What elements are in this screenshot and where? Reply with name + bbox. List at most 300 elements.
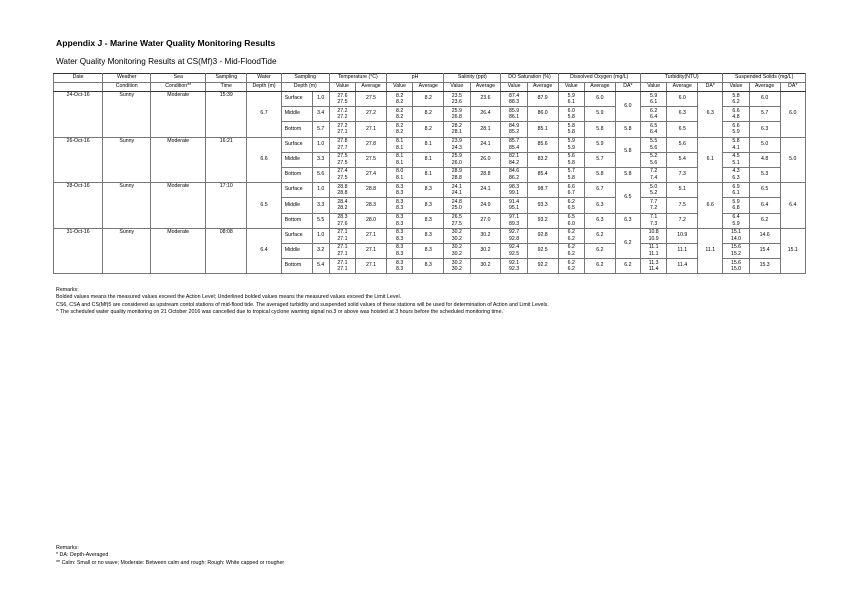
do-saturation-values-reading: 84.6: [508, 168, 520, 175]
turbidity-values: [640, 122, 666, 137]
salinity-average: 26.4: [470, 107, 501, 122]
table-subtitle: Water Quality Monitoring Results at CS(Mf)3 - Mid-FloodTide: [56, 57, 277, 66]
suspended-solids-values-reading: 4.1: [732, 144, 740, 151]
dissolved-oxygen-values-reading: 5.9: [567, 144, 575, 151]
ph-average: 8.3: [413, 213, 444, 228]
suspended-solids-values-reading: 6.2: [732, 99, 740, 106]
suspended-solids-values-reading: 15.6: [730, 259, 742, 266]
salinity-values-reading: 23.5: [451, 92, 462, 99]
temperature-average: 27.4: [356, 167, 387, 182]
depth-level-cell: Bottom: [281, 167, 312, 182]
dissolved-oxygen-average: 6.3: [584, 198, 615, 213]
do-saturation-values: [501, 183, 527, 198]
temperature-values-reading: 27.1: [337, 266, 348, 273]
header-temperature: Temperature (°C): [329, 74, 386, 83]
sampling-depth-cell: 1.0: [312, 137, 329, 152]
ph-average: 8.3: [413, 198, 444, 213]
suspended-solids-da: 6.0: [780, 92, 805, 138]
do-saturation-values: [501, 107, 527, 122]
salinity-average: 24.1: [470, 183, 501, 198]
turbidity-average: 10.9: [667, 228, 698, 243]
do-saturation-values-reading: 88.3: [508, 99, 520, 106]
salinity-values-reading: 24.3: [451, 144, 462, 151]
do-saturation-average: 92.2: [527, 259, 558, 274]
turbidity-da: 11.1: [698, 228, 723, 274]
dissolved-oxygen-average: 6.7: [584, 183, 615, 198]
temperature-average: 27.1: [356, 259, 387, 274]
dissolved-oxygen-average: 6.0: [584, 92, 615, 107]
do-saturation-average: 98.7: [527, 183, 558, 198]
turbidity-values-reading: 6.5: [650, 122, 658, 129]
suspended-solids-average: 15.4: [749, 243, 780, 258]
dissolved-oxygen-da-bottom: 6.2: [615, 259, 640, 274]
salinity-average: 26.0: [470, 152, 501, 167]
temperature-values: [329, 152, 355, 167]
sampling-time-cell: 15:39: [206, 92, 247, 138]
turbidity-average: 7.3: [667, 167, 698, 182]
salinity-average: 23.6: [470, 92, 501, 107]
do-saturation-values-reading: 85.7: [508, 138, 520, 145]
suspended-solids-values: [723, 243, 749, 258]
depth-level-cell: Bottom: [281, 259, 312, 274]
footnote-line: * DA: Depth-Averaged: [56, 552, 109, 559]
turbidity-values: [640, 183, 666, 198]
depth-level-cell: Surface: [281, 183, 312, 198]
ph-average: 8.1: [413, 167, 444, 182]
turbidity-values-reading: 6.4: [650, 129, 658, 136]
do-saturation-values-reading: 92.8: [508, 235, 520, 242]
footnote-remarks: [56, 545, 284, 567]
salinity-values-reading: 30.2: [451, 229, 462, 236]
turbidity-values-reading: 5.6: [650, 159, 658, 166]
header2-value: Value: [558, 83, 584, 92]
header2-sea: Condition**: [151, 83, 206, 92]
salinity-values: [444, 167, 470, 182]
depth-level-cell: Middle: [281, 243, 312, 258]
suspended-solids-values: [723, 107, 749, 122]
temperature-average: 27.1: [356, 228, 387, 243]
sampling-depth-cell: 3.4: [312, 107, 329, 122]
dissolved-oxygen-values: [558, 107, 584, 122]
suspended-solids-values: [723, 167, 749, 182]
dissolved-oxygen-values: [558, 213, 584, 228]
depth-level-cell: Surface: [281, 92, 312, 107]
dissolved-oxygen-average: 6.2: [584, 259, 615, 274]
dissolved-oxygen-da-bottom: 5.8: [615, 167, 640, 182]
ph-values: [386, 122, 412, 137]
suspended-solids-average: 4.8: [749, 152, 780, 167]
ph-values: [386, 92, 412, 107]
header2-value: Value: [501, 83, 527, 92]
dissolved-oxygen-values-reading: 6.1: [567, 99, 575, 106]
do-saturation-average: 85.6: [527, 137, 558, 152]
ph-values-reading: 8.3: [396, 183, 404, 190]
depth-level-cell: Bottom: [281, 122, 312, 137]
suspended-solids-average: 15.3: [749, 259, 780, 274]
salinity-values: [444, 259, 470, 274]
sea-condition-cell: Moderate: [151, 92, 206, 138]
header2-weather: Condition: [103, 83, 151, 92]
do-saturation-values-reading: 87.4: [508, 92, 520, 99]
suspended-solids-values-reading: 6.1: [732, 190, 740, 197]
day-group: [54, 137, 806, 183]
turbidity-values-reading: 7.7: [650, 198, 658, 205]
temperature-values-reading: 27.1: [337, 259, 348, 266]
temperature-values-reading: 27.2: [337, 122, 348, 129]
do-saturation-values: [501, 152, 527, 167]
suspended-solids-values-reading: 6.6: [732, 122, 740, 129]
salinity-average: 30.2: [470, 228, 501, 243]
salinity-values: [444, 183, 470, 198]
dissolved-oxygen-values-reading: 5.8: [567, 122, 575, 129]
header-sampling: Sampling: [206, 74, 247, 83]
suspended-solids-values-reading: 4.5: [732, 153, 740, 160]
ph-values: [386, 137, 412, 152]
temperature-values-reading: 27.1: [337, 235, 348, 242]
ph-values: [386, 107, 412, 122]
turbidity-values-reading: 6.2: [650, 107, 658, 114]
suspended-solids-values-reading: 14.0: [730, 235, 742, 242]
turbidity-da: 6.1: [698, 137, 723, 183]
temperature-average: 28.3: [356, 198, 387, 213]
suspended-solids-values-reading: 15.2: [730, 250, 742, 257]
dissolved-oxygen-values: [558, 122, 584, 137]
suspended-solids-average: 5.3: [749, 167, 780, 182]
turbidity-values: [640, 167, 666, 182]
dissolved-oxygen-average: 5.8: [584, 167, 615, 182]
salinity-values-reading: 23.6: [451, 99, 462, 106]
temperature-values: [329, 122, 355, 137]
dissolved-oxygen-values-reading: 5.6: [567, 153, 575, 160]
turbidity-values-reading: 10.9: [648, 235, 659, 242]
salinity-values-reading: 28.8: [451, 175, 462, 182]
do-saturation-average: 87.9: [527, 92, 558, 107]
turbidity-da: 6.6: [698, 183, 723, 229]
salinity-values-reading: 26.8: [451, 114, 462, 121]
dissolved-oxygen-average: 6.3: [584, 213, 615, 228]
dissolved-oxygen-values-reading: 6.2: [567, 229, 575, 236]
header-date: Date: [54, 74, 103, 83]
dissolved-oxygen-average: 5.9: [584, 137, 615, 152]
salinity-values-reading: 24.1: [451, 190, 462, 197]
suspended-solids-values-reading: 5.1: [732, 159, 740, 166]
do-saturation-values-reading: 92.7: [508, 229, 520, 236]
suspended-solids-values-reading: 4.3: [732, 168, 740, 175]
table-row: [54, 183, 806, 198]
header2-value: Value: [386, 83, 412, 92]
ph-values: [386, 198, 412, 213]
ph-values-reading: 8.3: [396, 259, 404, 266]
header-sea: Sea: [151, 74, 206, 83]
do-saturation-values-reading: 92.1: [508, 259, 520, 266]
turbidity-values-reading: 7.4: [650, 175, 658, 182]
dissolved-oxygen-values-reading: 6.2: [567, 266, 575, 273]
remarks: [56, 287, 549, 317]
temperature-average: 28.0: [356, 213, 387, 228]
do-saturation-values-reading: 95.1: [508, 205, 520, 212]
dissolved-oxygen-da-upper: 6.5: [615, 183, 640, 213]
salinity-values-reading: 26.5: [451, 214, 462, 220]
dissolved-oxygen-values: [558, 152, 584, 167]
temperature-values: [329, 107, 355, 122]
ph-average: 8.3: [413, 183, 444, 198]
water-depth-cell: 6.7: [247, 92, 281, 138]
suspended-solids-values-reading: 6.6: [732, 107, 740, 114]
date-cell: 24-Oct-16: [54, 92, 103, 138]
ph-values-reading: 8.3: [396, 214, 404, 220]
ph-values: [386, 259, 412, 274]
turbidity-values-reading: 5.2: [650, 190, 658, 197]
temperature-average: 27.1: [356, 122, 387, 137]
temperature-average: 27.1: [356, 243, 387, 258]
suspended-solids-values-reading: 6.8: [732, 205, 740, 212]
salinity-average: 24.9: [470, 198, 501, 213]
dissolved-oxygen-da-bottom: 5.8: [615, 122, 640, 137]
do-saturation-average: 92.5: [527, 243, 558, 258]
sampling-time-cell: 16:21: [206, 137, 247, 183]
temperature-values-reading: 28.8: [337, 190, 348, 197]
salinity-values: [444, 137, 470, 152]
footnote-line: ** Calm: Small or no wave; Moderate: Between calm and rough; Rough: White capped or rougher: [56, 559, 285, 566]
suspended-solids-average: 5.0: [749, 137, 780, 152]
ph-values-reading: 8.1: [396, 159, 404, 166]
header2-da: DA*: [780, 83, 805, 92]
table-row: [54, 92, 806, 107]
dissolved-oxygen-values-reading: 5.8: [567, 114, 575, 121]
suspended-solids-da: 6.4: [780, 183, 805, 229]
temperature-values: [329, 198, 355, 213]
salinity-values-reading: 30.2: [451, 259, 462, 266]
suspended-solids-average: 14.6: [749, 228, 780, 243]
sampling-depth-cell: 1.0: [312, 228, 329, 243]
suspended-solids-values-reading: 5.8: [732, 92, 740, 99]
ph-values: [386, 243, 412, 258]
dissolved-oxygen-values: [558, 183, 584, 198]
sampling-depth-cell: 5.4: [312, 259, 329, 274]
depth-level-cell: Middle: [281, 198, 312, 213]
weather-cell: Sunny: [103, 228, 151, 274]
suspended-solids-values: [723, 122, 749, 137]
salinity-average: 28.1: [470, 122, 501, 137]
header2-sampling-depth: Depth (m): [281, 83, 329, 92]
do-saturation-values-reading: 82.1: [508, 153, 520, 160]
temperature-values: [329, 137, 355, 152]
salinity-values-reading: 27.5: [451, 220, 462, 227]
date-cell: 28-Oct-16: [54, 183, 103, 229]
temperature-values-reading: 27.1: [337, 244, 348, 251]
do-saturation-values: [501, 137, 527, 152]
salinity-values: [444, 92, 470, 107]
ph-average: 8.3: [413, 243, 444, 258]
suspended-solids-values: [723, 92, 749, 107]
salinity-values-reading: 24.1: [451, 183, 462, 190]
dissolved-oxygen-da-upper: 6.2: [615, 228, 640, 258]
sea-condition-cell: Moderate: [151, 137, 206, 183]
suspended-solids-values-reading: 15.0: [730, 266, 742, 273]
ph-average: 8.2: [413, 122, 444, 137]
temperature-values: [329, 183, 355, 198]
table-row: [54, 228, 806, 243]
header-ph: pH: [386, 74, 443, 83]
turbidity-average: 5.4: [667, 152, 698, 167]
dissolved-oxygen-values: [558, 243, 584, 258]
header-weather: Weather: [103, 74, 151, 83]
turbidity-values-reading: 10.8: [648, 229, 659, 236]
suspended-solids-average: 6.4: [749, 198, 780, 213]
ph-values-reading: 8.2: [396, 114, 404, 121]
turbidity-values: [640, 213, 666, 228]
ph-values-reading: 8.3: [396, 198, 404, 205]
temperature-average: 27.8: [356, 137, 387, 152]
suspended-solids-values: [723, 213, 749, 228]
dissolved-oxygen-values-reading: 6.2: [567, 250, 575, 257]
header-dissolved-oxygen: Dissolved Oxygen (mg/L): [558, 74, 640, 83]
footnote-heading: Remarks:: [56, 545, 79, 551]
ph-values-reading: 8.1: [396, 138, 404, 145]
temperature-values-reading: 27.6: [337, 92, 348, 99]
salinity-values-reading: 23.9: [451, 138, 462, 145]
temperature-values: [329, 228, 355, 243]
table-header: [54, 74, 806, 92]
suspended-solids-values: [723, 152, 749, 167]
water-depth-cell: 6.4: [247, 228, 281, 274]
dissolved-oxygen-values-reading: 6.7: [567, 190, 575, 197]
remarks-heading: Remarks:: [56, 287, 79, 293]
temperature-values-reading: 27.6: [337, 220, 348, 227]
do-saturation-values-reading: 85.9: [508, 107, 520, 114]
ph-values-reading: 8.1: [396, 175, 404, 182]
do-saturation-values: [501, 122, 527, 137]
dissolved-oxygen-values: [558, 259, 584, 274]
turbidity-values-reading: 5.6: [650, 144, 658, 151]
header2-water-depth: Depth (m): [247, 83, 281, 92]
temperature-average: 27.5: [356, 92, 387, 107]
ph-values: [386, 152, 412, 167]
salinity-average: 30.2: [470, 243, 501, 258]
salinity-average: 30.2: [470, 259, 501, 274]
header-salinity: Salinity (ppt): [444, 74, 501, 83]
temperature-values-reading: 27.5: [337, 99, 348, 106]
suspended-solids-average: 6.5: [749, 183, 780, 198]
do-saturation-values-reading: 97.1: [508, 214, 520, 220]
do-saturation-values-reading: 84.2: [508, 159, 520, 166]
salinity-values: [444, 213, 470, 228]
suspended-solids-values: [723, 183, 749, 198]
header-water: Water: [247, 74, 281, 83]
suspended-solids-values-reading: 5.9: [732, 129, 740, 136]
dissolved-oxygen-values-reading: 5.8: [567, 175, 575, 182]
suspended-solids-values-reading: 5.9: [732, 198, 740, 205]
dissolved-oxygen-average: 6.2: [584, 228, 615, 243]
dissolved-oxygen-values-reading: 5.7: [567, 168, 575, 175]
depth-level-cell: Middle: [281, 152, 312, 167]
salinity-values-reading: 30.2: [451, 235, 462, 242]
date-cell: 31-Oct-16: [54, 228, 103, 274]
turbidity-values: [640, 137, 666, 152]
dissolved-oxygen-values: [558, 92, 584, 107]
day-group: [54, 183, 806, 229]
ph-values-reading: 8.0: [396, 168, 404, 175]
suspended-solids-values-reading: 5.9: [732, 220, 740, 227]
turbidity-average: 5.6: [667, 137, 698, 152]
ph-values-reading: 8.3: [396, 250, 404, 257]
depth-level-cell: Surface: [281, 137, 312, 152]
ph-average: 8.3: [413, 259, 444, 274]
table-row: [54, 137, 806, 152]
ph-average: 8.2: [413, 92, 444, 107]
header2-da: DA*: [615, 83, 640, 92]
day-group: [54, 228, 806, 274]
temperature-values-reading: 28.2: [337, 205, 348, 212]
ph-values-reading: 8.2: [396, 92, 404, 99]
suspended-solids-average: 6.3: [749, 122, 780, 137]
turbidity-values-reading: 5.9: [650, 92, 658, 99]
salinity-values-reading: 28.9: [451, 168, 462, 175]
ph-values-reading: 8.2: [396, 129, 404, 136]
suspended-solids-values-reading: 5.8: [732, 138, 740, 145]
depth-level-cell: Bottom: [281, 213, 312, 228]
do-saturation-average: 92.8: [527, 228, 558, 243]
temperature-values-reading: 28.8: [337, 183, 348, 190]
salinity-values: [444, 243, 470, 258]
temperature-values-reading: 27.1: [337, 250, 348, 257]
dissolved-oxygen-values-reading: 6.2: [567, 235, 575, 242]
ph-values-reading: 8.2: [396, 99, 404, 106]
turbidity-average: 6.3: [667, 107, 698, 122]
dissolved-oxygen-values-reading: 5.9: [567, 92, 575, 99]
dissolved-oxygen-average: 5.7: [584, 152, 615, 167]
turbidity-values-reading: 7.1: [650, 214, 658, 220]
header2-da: DA*: [698, 83, 723, 92]
header-sampling-depth: Sampling: [281, 74, 329, 83]
dissolved-oxygen-values-reading: 6.5: [567, 214, 575, 220]
salinity-values-reading: 28.1: [451, 129, 462, 136]
temperature-average: 27.2: [356, 107, 387, 122]
dissolved-oxygen-average: 6.2: [584, 243, 615, 258]
suspended-solids-values-reading: 6.4: [732, 214, 740, 220]
do-saturation-values-reading: 92.5: [508, 250, 520, 257]
ph-average: 8.3: [413, 228, 444, 243]
suspended-solids-values: [723, 137, 749, 152]
turbidity-values: [640, 228, 666, 243]
turbidity-values: [640, 198, 666, 213]
sampling-depth-cell: 3.3: [312, 198, 329, 213]
suspended-solids-values: [723, 228, 749, 243]
header2-average: Average: [667, 83, 698, 92]
header2-average: Average: [356, 83, 387, 92]
do-saturation-values: [501, 198, 527, 213]
header-turbidity: Turbidity(NTU): [640, 74, 722, 83]
dissolved-oxygen-da-bottom: 6.3: [615, 213, 640, 228]
do-saturation-values-reading: 99.1: [508, 190, 520, 197]
ph-values-reading: 8.3: [396, 235, 404, 242]
turbidity-values-reading: 5.5: [650, 138, 658, 145]
temperature-average: 27.5: [356, 152, 387, 167]
ph-values-reading: 8.3: [396, 205, 404, 212]
ph-average: 8.2: [413, 107, 444, 122]
temperature-values-reading: 27.2: [337, 107, 348, 114]
remarks-line: CS6, CSA and CS(Mf)5 are considered as upstream contol stations of mid-flood tide. The averaged turbidity and suspended solid values of these stations will be used for determination of Action and Limit Levels.: [56, 301, 549, 308]
salinity-values-reading: 25.9: [451, 153, 462, 160]
salinity-values-reading: 28.2: [451, 122, 462, 129]
turbidity-values: [640, 152, 666, 167]
ph-values-reading: 8.3: [396, 244, 404, 251]
dissolved-oxygen-values-reading: 6.2: [567, 259, 575, 266]
do-saturation-values-reading: 84.9: [508, 122, 520, 129]
temperature-values-reading: 27.2: [337, 114, 348, 121]
do-saturation-values: [501, 228, 527, 243]
dissolved-oxygen-da-upper: 5.8: [615, 137, 640, 167]
